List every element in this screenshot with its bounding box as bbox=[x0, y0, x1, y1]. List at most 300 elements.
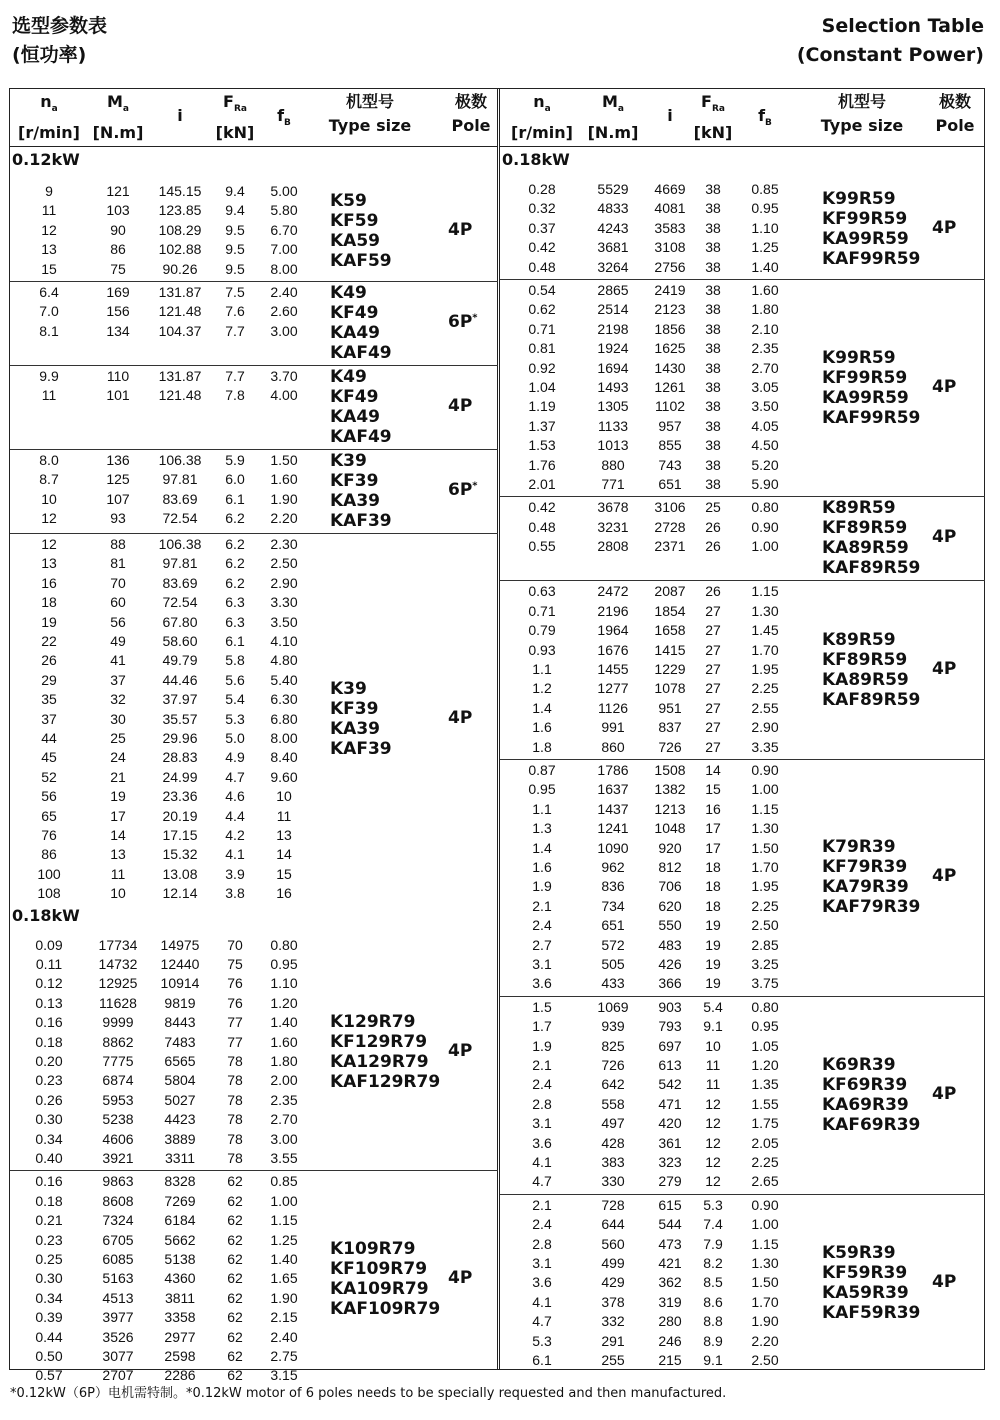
left-cell-fra: 78 bbox=[227, 1091, 243, 1108]
left-cell-fb: 8.00 bbox=[270, 730, 298, 746]
left-cell-fra: 62 bbox=[227, 1348, 243, 1364]
left-cell-fb: 3.15 bbox=[270, 1367, 298, 1384]
right-cell-i: 544 bbox=[658, 1216, 682, 1233]
left-cell-fra: 78 bbox=[227, 1150, 243, 1166]
left-cell-fra: 6.1 bbox=[225, 633, 245, 649]
right-cell-fb: 1.15 bbox=[751, 583, 779, 600]
left-cell-fb: 8.00 bbox=[270, 260, 298, 277]
left-cell-fra: 4.7 bbox=[225, 768, 245, 785]
left-cell-i: 131.87 bbox=[158, 284, 202, 300]
right-table-row bbox=[0, 955, 1000, 974]
right-cell-fb: 0.85 bbox=[751, 181, 779, 197]
left-cell-na: 76 bbox=[41, 827, 57, 843]
left-cell-fb: 11 bbox=[276, 807, 292, 824]
right-cell-fra: 9.1 bbox=[703, 1018, 723, 1035]
right-cell-na: 4.7 bbox=[532, 1313, 552, 1330]
right-cell-i: 743 bbox=[658, 456, 682, 473]
right-type-size bbox=[822, 498, 920, 578]
right-cell-na: 1.7 bbox=[532, 1018, 552, 1035]
right-cell-fb: 1.90 bbox=[751, 1313, 779, 1330]
right-group-separator bbox=[500, 580, 985, 581]
right-pole: 4P bbox=[932, 1083, 957, 1104]
left-type-name: K39 bbox=[330, 679, 367, 700]
right-cell-ma: 558 bbox=[601, 1095, 625, 1112]
left-cell-fra: 5.3 bbox=[225, 710, 245, 727]
left-cell-ma: 136 bbox=[106, 452, 130, 468]
right-cell-ma: 560 bbox=[601, 1235, 625, 1252]
left-cell-fb: 1.60 bbox=[270, 471, 298, 488]
left-header-fra-unit: [kN] bbox=[215, 123, 255, 143]
left-cell-fb: 16 bbox=[276, 885, 292, 902]
right-cell-fb: 1.95 bbox=[751, 878, 779, 895]
right-cell-na: 1.8 bbox=[532, 738, 552, 755]
left-cell-ma: 9863 bbox=[102, 1173, 134, 1190]
right-cell-fra: 38 bbox=[705, 359, 721, 376]
right-cell-ma: 1133 bbox=[597, 417, 629, 434]
right-cell-i: 3583 bbox=[654, 219, 686, 236]
right-pole: 4P bbox=[932, 866, 957, 887]
right-type-name: KF89R59 bbox=[822, 518, 908, 539]
left-cell-na: 45 bbox=[41, 749, 57, 766]
left-header-na-label: $n_a$ bbox=[40, 92, 58, 115]
left-cell-fra: 78 bbox=[227, 1111, 243, 1128]
left-cell-fb: 2.30 bbox=[270, 536, 298, 552]
right-cell-fb: 1.30 bbox=[751, 1255, 779, 1271]
left-cell-fra: 9.4 bbox=[225, 183, 245, 199]
right-cell-ma: 2808 bbox=[597, 538, 629, 555]
right-cell-ma: 3264 bbox=[597, 258, 629, 275]
left-cell-fb: 1.00 bbox=[270, 1192, 298, 1209]
right-cell-fb: 3.35 bbox=[751, 738, 779, 755]
right-cell-na: 2.1 bbox=[532, 1057, 552, 1073]
left-cell-na: 8.1 bbox=[39, 322, 59, 339]
left-cell-ma: 110 bbox=[106, 368, 130, 384]
left-cell-ma: 19 bbox=[110, 788, 126, 805]
left-cell-na: 108 bbox=[37, 885, 61, 902]
left-cell-fb: 3.30 bbox=[270, 594, 298, 611]
left-cell-fra: 62 bbox=[227, 1270, 243, 1287]
left-cell-na: 0.09 bbox=[35, 936, 63, 953]
left-type-name: KF49 bbox=[330, 303, 379, 323]
right-cell-fb: 1.60 bbox=[751, 282, 779, 298]
left-cell-fb: 6.70 bbox=[270, 221, 298, 238]
left-cell-ma: 3526 bbox=[102, 1328, 134, 1345]
left-cell-fb: 1.40 bbox=[270, 1251, 298, 1267]
right-cell-fra: 17 bbox=[705, 820, 721, 837]
right-cell-na: 2.1 bbox=[532, 897, 552, 914]
right-cell-fra: 17 bbox=[705, 839, 721, 856]
right-cell-fra: 38 bbox=[705, 320, 721, 337]
left-header-na-sub: a bbox=[51, 104, 58, 115]
left-cell-fra: 7.7 bbox=[225, 368, 245, 384]
right-cell-na: 1.04 bbox=[528, 379, 556, 395]
left-cell-i: 102.88 bbox=[158, 241, 202, 258]
left-cell-na: 0.18 bbox=[35, 1192, 63, 1209]
title-english bbox=[797, 12, 984, 70]
left-cell-i: 14975 bbox=[160, 936, 200, 953]
right-type-size bbox=[822, 1243, 920, 1323]
left-pole: 4P bbox=[448, 1268, 473, 1289]
right-cell-ma: 5529 bbox=[597, 181, 629, 197]
right-cell-i: 1658 bbox=[654, 622, 686, 639]
right-cell-i: 1856 bbox=[654, 320, 686, 337]
right-type-size bbox=[822, 630, 920, 710]
right-cell-na: 0.42 bbox=[528, 499, 556, 516]
left-cell-i: 13.08 bbox=[162, 865, 198, 882]
right-header-type-en: Type size bbox=[820, 116, 904, 135]
right-cell-fb: 0.80 bbox=[751, 998, 779, 1015]
left-cell-ma: 14 bbox=[110, 827, 126, 843]
left-cell-fb: 9.60 bbox=[270, 768, 298, 785]
right-cell-na: 2.4 bbox=[532, 917, 552, 934]
right-table-row bbox=[0, 998, 1000, 1017]
right-cell-ma: 1305 bbox=[597, 398, 629, 415]
left-cell-fb: 1.15 bbox=[270, 1212, 298, 1229]
left-cell-ma: 156 bbox=[106, 303, 130, 320]
left-cell-fra: 3.8 bbox=[225, 885, 245, 902]
left-cell-na: 16 bbox=[41, 574, 57, 591]
left-cell-ma: 10 bbox=[110, 885, 126, 902]
right-table-row bbox=[0, 1172, 1000, 1191]
left-cell-i: 5804 bbox=[164, 1072, 196, 1089]
left-cell-ma: 2707 bbox=[102, 1367, 134, 1384]
left-cell-ma: 5953 bbox=[102, 1091, 134, 1108]
left-cell-ma: 125 bbox=[106, 471, 130, 488]
right-cell-ma: 939 bbox=[601, 1018, 625, 1035]
right-cell-fra: 38 bbox=[705, 379, 721, 395]
right-type-name: K79R39 bbox=[822, 837, 896, 858]
right-cell-na: 0.54 bbox=[528, 282, 556, 298]
left-cell-i: 24.99 bbox=[162, 768, 198, 785]
right-header-na-sub: a bbox=[544, 104, 551, 115]
right-cell-fb: 2.05 bbox=[751, 1134, 779, 1151]
right-cell-ma: 383 bbox=[601, 1154, 625, 1170]
right-cell-i: 362 bbox=[658, 1274, 682, 1291]
left-cell-fra: 7.7 bbox=[225, 322, 245, 339]
right-cell-na: 3.6 bbox=[532, 1274, 552, 1291]
left-type-name: KA39 bbox=[330, 719, 380, 740]
left-cell-ma: 107 bbox=[106, 490, 130, 507]
right-cell-i: 2756 bbox=[654, 258, 686, 275]
right-cell-na: 4.7 bbox=[532, 1173, 552, 1190]
right-cell-fra: 26 bbox=[705, 583, 721, 600]
left-type-name: KA59 bbox=[330, 230, 380, 251]
left-cell-ma: 5163 bbox=[102, 1270, 134, 1287]
left-header-rule bbox=[10, 146, 498, 147]
right-cell-fb: 2.55 bbox=[751, 699, 779, 716]
right-cell-fb: 0.95 bbox=[751, 200, 779, 217]
right-cell-fra: 38 bbox=[705, 239, 721, 256]
right-header-ma-label: $M_a$ bbox=[602, 92, 624, 115]
left-cell-fra: 4.2 bbox=[225, 827, 245, 843]
left-cell-i: 12440 bbox=[160, 956, 200, 972]
left-cell-i: 8443 bbox=[164, 1014, 196, 1031]
left-cell-fb: 4.00 bbox=[270, 387, 298, 404]
right-cell-fb: 2.35 bbox=[751, 340, 779, 357]
left-cell-fb: 0.95 bbox=[270, 956, 298, 972]
right-type-name: KAF69R39 bbox=[822, 1114, 921, 1135]
right-cell-fb: 2.50 bbox=[751, 917, 779, 934]
right-cell-fra: 8.9 bbox=[703, 1332, 723, 1349]
left-cell-fra: 6.1 bbox=[225, 490, 245, 507]
left-cell-na: 0.39 bbox=[35, 1309, 63, 1326]
left-cell-ma: 24 bbox=[110, 749, 126, 766]
right-cell-fb: 1.00 bbox=[751, 538, 779, 555]
right-cell-fra: 12 bbox=[705, 1115, 721, 1132]
left-cell-i: 3311 bbox=[164, 1150, 196, 1166]
left-cell-i: 37.97 bbox=[162, 691, 198, 708]
left-cell-na: 10 bbox=[41, 490, 57, 507]
right-table-row bbox=[0, 1037, 1000, 1056]
right-cell-ma: 2514 bbox=[597, 301, 629, 318]
right-cell-fra: 9.1 bbox=[703, 1352, 723, 1368]
right-cell-ma: 991 bbox=[601, 719, 625, 736]
left-cell-i: 3358 bbox=[164, 1309, 196, 1326]
right-cell-na: 3.6 bbox=[532, 1134, 552, 1151]
right-cell-ma: 1437 bbox=[597, 800, 629, 817]
right-type-name: KF69R39 bbox=[822, 1074, 908, 1095]
left-cell-na: 0.12 bbox=[35, 975, 63, 992]
right-cell-i: 903 bbox=[658, 998, 682, 1015]
right-cell-ma: 880 bbox=[601, 456, 625, 473]
left-header-ma-unit: [N.m] bbox=[92, 123, 144, 143]
right-cell-ma: 3678 bbox=[597, 499, 629, 516]
right-cell-i: 3106 bbox=[654, 499, 686, 516]
right-cell-fb: 1.45 bbox=[751, 622, 779, 639]
left-cell-i: 97.81 bbox=[162, 555, 198, 572]
left-cell-fb: 2.35 bbox=[270, 1091, 298, 1108]
right-cell-fra: 16 bbox=[705, 800, 721, 817]
left-cell-ma: 3977 bbox=[102, 1309, 134, 1326]
left-cell-ma: 7324 bbox=[102, 1212, 134, 1229]
left-cell-fra: 62 bbox=[227, 1309, 243, 1326]
left-cell-na: 0.26 bbox=[35, 1091, 63, 1108]
right-cell-fb: 2.25 bbox=[751, 1154, 779, 1170]
right-header-fra-sub: Ra bbox=[711, 104, 725, 115]
left-cell-fra: 4.4 bbox=[225, 807, 245, 824]
left-cell-na: 18 bbox=[41, 594, 57, 611]
left-cell-na: 0.16 bbox=[35, 1014, 63, 1031]
right-cell-na: 0.28 bbox=[528, 181, 556, 197]
right-cell-fra: 27 bbox=[705, 641, 721, 658]
left-type-name: K39 bbox=[330, 451, 367, 471]
right-table-row bbox=[0, 1017, 1000, 1036]
right-cell-ma: 330 bbox=[601, 1173, 625, 1190]
right-cell-ma: 429 bbox=[601, 1274, 625, 1291]
right-header-ma-sub: a bbox=[617, 104, 624, 115]
right-cell-i: 3108 bbox=[654, 239, 686, 256]
left-cell-i: 8328 bbox=[164, 1173, 196, 1190]
left-header-fb-label: $f_B$ bbox=[277, 106, 291, 129]
right-cell-i: 2371 bbox=[654, 538, 686, 555]
left-cell-na: 8.7 bbox=[39, 471, 59, 488]
left-cell-ma: 14732 bbox=[98, 956, 138, 972]
right-header-fra-unit: [kN] bbox=[693, 123, 733, 143]
right-pole: 4P bbox=[932, 658, 957, 679]
left-type-name: KAF59 bbox=[330, 250, 392, 271]
left-cell-i: 90.26 bbox=[162, 260, 198, 277]
right-cell-na: 2.8 bbox=[532, 1095, 552, 1112]
right-cell-ma: 2196 bbox=[597, 602, 629, 619]
left-cell-na: 0.21 bbox=[35, 1212, 63, 1229]
right-cell-ma: 291 bbox=[601, 1332, 625, 1349]
right-type-name: KAF59R39 bbox=[822, 1303, 921, 1324]
left-cell-fb: 5.80 bbox=[270, 202, 298, 219]
right-cell-fb: 1.20 bbox=[751, 1057, 779, 1073]
right-cell-na: 0.55 bbox=[528, 538, 556, 555]
right-cell-fra: 38 bbox=[705, 437, 721, 454]
right-table-row bbox=[0, 1332, 1000, 1351]
right-cell-i: 837 bbox=[658, 719, 682, 736]
left-cell-na: 56 bbox=[41, 788, 57, 805]
left-cell-fra: 76 bbox=[227, 994, 243, 1011]
right-cell-fb: 1.15 bbox=[751, 1235, 779, 1252]
left-cell-fb: 13 bbox=[276, 827, 292, 843]
left-cell-fra: 9.4 bbox=[225, 202, 245, 219]
right-cell-fra: 11 bbox=[705, 1057, 721, 1073]
right-cell-na: 0.71 bbox=[528, 602, 556, 619]
left-cell-fb: 1.90 bbox=[270, 490, 298, 507]
right-cell-na: 3.1 bbox=[532, 1255, 552, 1271]
right-group-separator bbox=[500, 279, 985, 280]
right-type-name: K89R59 bbox=[822, 629, 896, 650]
right-cell-ma: 1786 bbox=[597, 762, 629, 778]
right-cell-na: 2.4 bbox=[532, 1076, 552, 1093]
left-cell-na: 19 bbox=[41, 613, 57, 630]
left-cell-fra: 6.2 bbox=[225, 574, 245, 591]
right-cell-fb: 2.90 bbox=[751, 719, 779, 736]
right-cell-i: 620 bbox=[658, 897, 682, 914]
left-cell-ma: 103 bbox=[106, 202, 130, 219]
right-cell-i: 4081 bbox=[654, 200, 686, 217]
left-cell-ma: 49 bbox=[110, 633, 126, 649]
right-cell-fb: 1.70 bbox=[751, 859, 779, 875]
left-pole: 6P* bbox=[448, 312, 478, 332]
right-cell-i: 323 bbox=[658, 1154, 682, 1170]
left-cell-i: 5027 bbox=[164, 1091, 196, 1108]
right-header-pole-cn: 极数 bbox=[938, 92, 971, 111]
right-table-row bbox=[0, 1215, 1000, 1234]
right-cell-na: 1.6 bbox=[532, 859, 552, 875]
left-cell-fra: 62 bbox=[227, 1367, 243, 1384]
left-cell-na: 100 bbox=[37, 865, 61, 882]
left-cell-ma: 169 bbox=[106, 284, 130, 300]
right-type-name: KA79R39 bbox=[822, 877, 909, 898]
right-cell-fb: 2.25 bbox=[751, 897, 779, 914]
right-cell-fra: 18 bbox=[705, 897, 721, 914]
right-cell-fb: 5.90 bbox=[751, 476, 779, 492]
right-header-fra-label: $F_{Ra}$ bbox=[701, 92, 725, 115]
right-cell-ma: 836 bbox=[601, 878, 625, 895]
right-type-name: KA99R59 bbox=[822, 228, 909, 249]
left-cell-ma: 17 bbox=[110, 807, 126, 824]
right-cell-i: 1048 bbox=[654, 820, 686, 837]
right-cell-fra: 25 bbox=[705, 499, 721, 516]
left-cell-ma: 12925 bbox=[98, 975, 138, 992]
right-cell-fra: 38 bbox=[705, 181, 721, 197]
right-table-row bbox=[0, 916, 1000, 935]
left-pole-asterisk: * bbox=[472, 312, 478, 324]
left-cell-fb: 1.65 bbox=[270, 1270, 298, 1287]
right-cell-fra: 27 bbox=[705, 719, 721, 736]
left-cell-fra: 4.1 bbox=[225, 846, 245, 863]
left-cell-na: 0.20 bbox=[35, 1053, 63, 1069]
right-cell-na: 1.6 bbox=[532, 719, 552, 736]
right-cell-fra: 18 bbox=[705, 878, 721, 895]
left-cell-fra: 6.2 bbox=[225, 510, 245, 527]
right-cell-fra: 27 bbox=[705, 738, 721, 755]
right-table-row bbox=[0, 300, 1000, 319]
left-type-name: KAF39 bbox=[330, 739, 392, 760]
right-cell-fra: 12 bbox=[705, 1154, 721, 1170]
right-header-fb bbox=[720, 104, 810, 135]
right-cell-fra: 38 bbox=[705, 258, 721, 275]
left-type-name: K109R79 bbox=[330, 1239, 416, 1260]
left-cell-i: 28.83 bbox=[162, 749, 198, 766]
right-table-row bbox=[0, 761, 1000, 780]
left-cell-i: 83.69 bbox=[162, 490, 198, 507]
left-cell-ma: 88 bbox=[110, 536, 126, 552]
right-cell-na: 0.79 bbox=[528, 622, 556, 639]
right-cell-ma: 726 bbox=[601, 1057, 625, 1073]
right-cell-na: 3.1 bbox=[532, 1115, 552, 1132]
right-cell-fra: 8.5 bbox=[703, 1274, 723, 1291]
right-cell-i: 550 bbox=[658, 917, 682, 934]
left-cell-fb: 1.40 bbox=[270, 1014, 298, 1031]
left-type-name: KAF39 bbox=[330, 511, 392, 531]
right-table-row bbox=[0, 800, 1000, 819]
title-chinese bbox=[12, 12, 107, 70]
left-cell-fra: 6.3 bbox=[225, 594, 245, 611]
left-cell-fb: 2.40 bbox=[270, 284, 298, 300]
left-cell-fb: 3.00 bbox=[270, 322, 298, 339]
right-cell-fra: 18 bbox=[705, 859, 721, 875]
left-cell-fra: 62 bbox=[227, 1289, 243, 1306]
right-cell-ma: 1090 bbox=[597, 839, 629, 856]
right-cell-fb: 3.25 bbox=[751, 956, 779, 972]
right-header-na-unit: [r/min] bbox=[511, 123, 573, 143]
left-cell-i: 35.57 bbox=[162, 710, 198, 727]
left-cell-ma: 56 bbox=[110, 613, 126, 630]
left-cell-i: 49.79 bbox=[162, 652, 198, 669]
left-cell-fb: 1.20 bbox=[270, 994, 298, 1011]
right-type-name: KA59R39 bbox=[822, 1283, 909, 1304]
right-table-row bbox=[0, 602, 1000, 621]
left-cell-fb: 7.00 bbox=[270, 241, 298, 258]
left-cell-i: 5662 bbox=[164, 1231, 196, 1248]
right-cell-i: 1625 bbox=[654, 340, 686, 357]
left-cell-fb: 6.80 bbox=[270, 710, 298, 727]
left-type-name: KF59 bbox=[330, 210, 379, 231]
right-section-title: 0.18kW bbox=[502, 150, 570, 169]
left-cell-ma: 81 bbox=[110, 555, 126, 572]
left-cell-fb: 1.80 bbox=[270, 1053, 298, 1069]
left-cell-fb: 8.40 bbox=[270, 749, 298, 766]
right-cell-na: 0.48 bbox=[528, 258, 556, 275]
right-cell-i: 473 bbox=[658, 1235, 682, 1252]
right-cell-fb: 0.90 bbox=[751, 1196, 779, 1213]
right-cell-na: 3.1 bbox=[532, 956, 552, 972]
left-header-pole-cn: 极数 bbox=[454, 92, 487, 111]
right-table-row bbox=[0, 819, 1000, 838]
right-type-name: K99R59 bbox=[822, 347, 896, 368]
left-cell-na: 7.0 bbox=[39, 303, 59, 320]
right-cell-fb: 1.75 bbox=[751, 1115, 779, 1132]
right-cell-i: 4669 bbox=[654, 181, 686, 197]
right-cell-i: 1261 bbox=[654, 379, 686, 395]
right-cell-ma: 2472 bbox=[597, 583, 629, 600]
right-cell-fb: 2.85 bbox=[751, 936, 779, 953]
